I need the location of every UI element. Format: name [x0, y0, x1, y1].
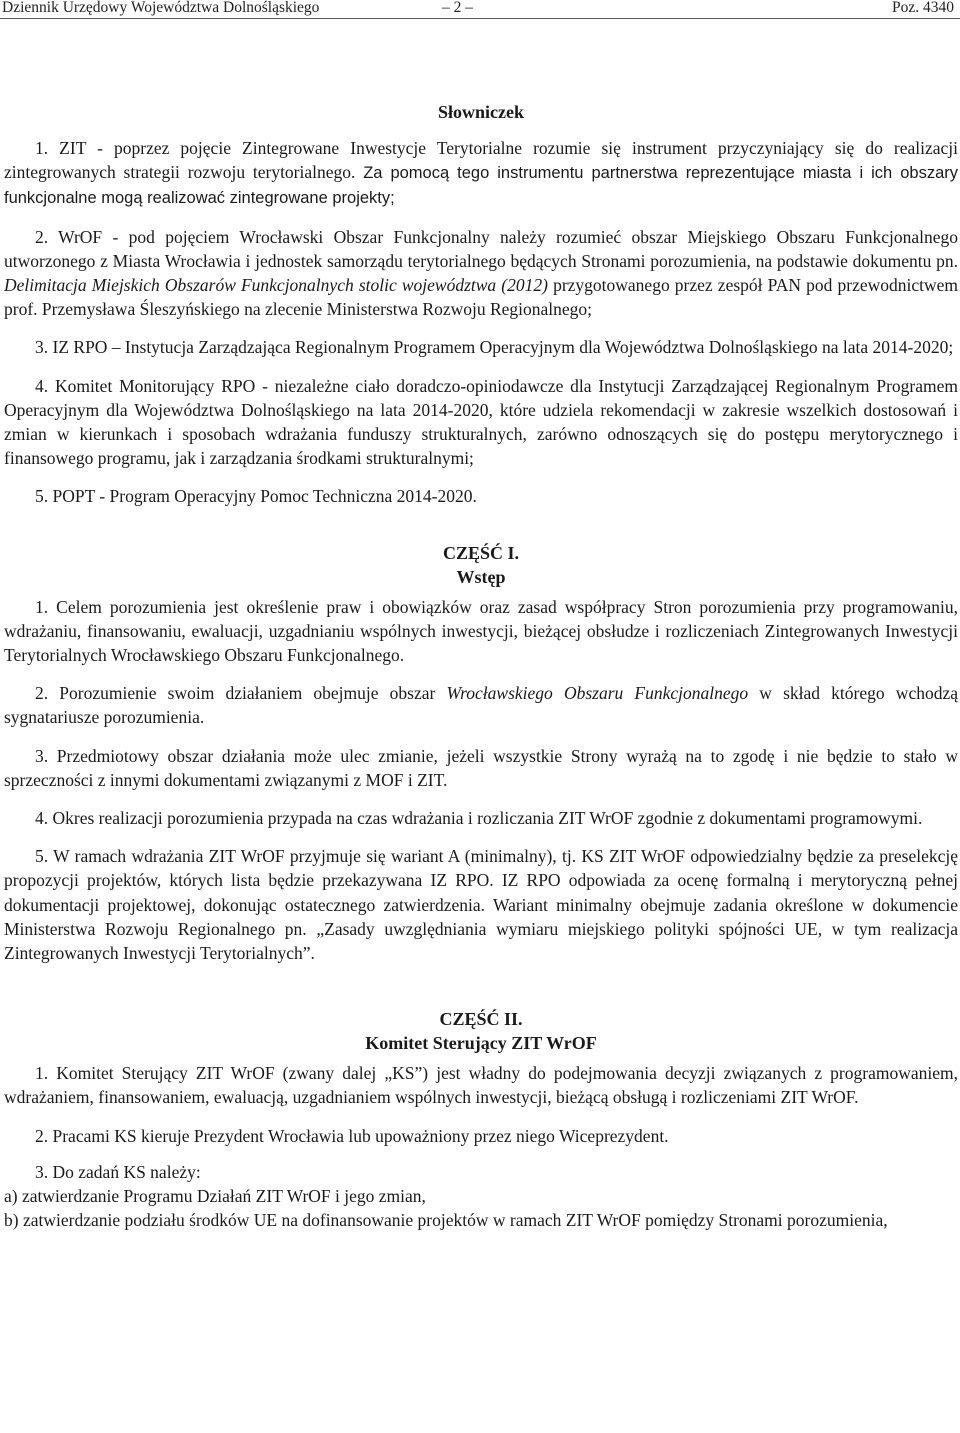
- part1-paragraph-2-end: w skład którego wchodzą sygnatariusze porozumienia.: [4, 683, 958, 728]
- part2-subheading: Komitet Sterujący ZIT WrOF: [365, 1033, 597, 1054]
- glossary-item-4: 4. Komitet Monitorujący RPO - niezależne ciało doradczo-opiniodawcze dla Instytucji Zarządzającej Regionalnym Programem Operacyjnym dla Województwa Dolnośląskiego na lata 2014-2020, które udziela rekomendacji w zakresie wszelkich dostosowań i zmian w kierunkach i sposobach wdrażania funduszy strukturalnych, zarówno odnoszących się do postępu merytorycznego i finansowego programu, jak i zarządzania środkami strukturalnymi;: [4, 375, 958, 469]
- page-number: – 2 –: [442, 0, 473, 16]
- header-divider: [0, 18, 960, 19]
- part1-heading: CZĘŚĆ I.: [442, 542, 520, 563]
- part1-paragraph-1: 1. Celem porozumienia jest określenie praw i obowiązków oraz zasad współpracy Stron porozumienia przy programowaniu, wdrażaniu, finansowaniu, ewaluacji, uzgadnianiu wspólnych inwestycji, bieżącej obsłudze i rozliczeniach Zintegrowanych Inwestycji Terytorialnych Wrocławskiego Obszaru Funkcjonalnego.: [4, 596, 958, 666]
- part1-paragraph-2-start: 2. Porozumienie swoim działaniem obejmuje obszar: [35, 683, 436, 704]
- glossary-item-5: 5. POPT - Program Operacyjny Pomoc Techniczna 2014-2020.: [35, 486, 477, 507]
- part2-paragraph-2: 2. Pracami KS kieruje Prezydent Wrocławia lub upoważniony przez niego Wiceprezydent.: [35, 1125, 669, 1146]
- glossary-item-2: [4, 225, 958, 322]
- part1-paragraph-4: 4. Okres realizacji porozumienia przypada na czas wdrażania i rozliczania ZIT WrOF zgodnie z dokumentami programowymi.: [35, 808, 923, 829]
- list-item-a: a) zatwierdzanie Programu Działań ZIT WrOF i jego zmian,: [4, 1186, 426, 1207]
- part2-paragraph-3: 3. Do zadań KS należy:: [35, 1161, 201, 1182]
- glossary-item-1-sans: Za pomocą tego instrumentu partnerstwa reprezentujące miasta i ich obszary funkcjonalne mogą realizować zintegrowane projekty;: [4, 164, 958, 208]
- glossary-item-3: 3. IZ RPO – Instytucja Zarządzająca Regionalnym Programem Operacyjnym dla Województwa Dolnośląskiego na lata 2014-2020;: [35, 337, 954, 358]
- glossary-item-1-text: 1. ZIT - poprzez pojęcie Zintegrowane Inwestycje Terytorialne rozumie się instrument przyczyniający się do realizacji zintegrowanych strategii rozwoju terytorialnego.: [4, 138, 958, 183]
- part2-paragraph-1: 1. Komitet Sterujący ZIT WrOF (zwany dalej „KS”) jest władny do podejmowania decyzji związanych z programowaniem, wdrażaniem, finansowaniem, ewaluacją, uzgadnianiem wspólnych inwestycji, bieżącą obsługą i rozliczeniami ZIT WrOF.: [4, 1063, 958, 1108]
- document-body: [4, 100, 958, 1233]
- part1-subheading: Wstęp: [456, 566, 506, 587]
- part1-paragraph-5: 5. W ramach wdrażania ZIT WrOF przyjmuje się wariant A (minimalny), tj. KS ZIT WrOF odpowiedzialny będzie za preselekcję propozycji projektów, których lista będzie przekazywana IZ RPO. IZ RPO odpowiada za ocenę formalną i merytoryczną pełnej dokumentacji projektowej, dokonując ostatecznego zatwierdzenia. Wariant minimalny obejmuje zadania określone w dokumencie Ministerstwa Rozwoju Regionalnego pn. „Zasady uwzględniania wymiaru miejskiego polityki spójności UE, w tym realizacja Zintegrowanych Inwestycji Terytorialnych”.: [4, 846, 958, 964]
- list-item-b: b) zatwierdzanie podziału środków UE na dofinansowanie projektów w ramach ZIT WrOF pomiędzy Stronami porozumienia,: [4, 1210, 888, 1231]
- part2-heading: CZĘŚĆ II.: [439, 1009, 523, 1030]
- page-header: [0, 0, 960, 20]
- glossary-item-1: [4, 136, 958, 211]
- part1-paragraph-2: [4, 681, 958, 729]
- glossary-item-2-italic: Delimitacja Miejskich Obszarów Funkcjonalnych stolic województwa (2012): [4, 275, 548, 296]
- position-number: Poz. 4340: [892, 0, 954, 16]
- part1-paragraph-3: 3. Przedmiotowy obszar działania może ulec zmianie, jeżeli wszystkie Strony wyrażą na to zgodę i nie będzie to stało w sprzeczności z innymi dokumentami związanymi z MOF i ZIT.: [4, 745, 958, 790]
- glossary-title: Słowniczek: [437, 102, 524, 122]
- glossary-item-2-end: przygotowanego przez zespół PAN pod przewodnictwem prof. Przemysława Śleszyńskiego na zlecenie Ministerstwa Rozwoju Regionalnego;: [4, 275, 958, 320]
- glossary-item-2-text: 2. WrOF - pod pojęciem Wrocławski Obszar Funkcjonalny należy rozumieć obszar Miejskiego Obszaru Funkcjonalnego utworzonego z Miasta Wrocławia i jednostek samorządu terytorialnego będących Stronami porozumienia, na podstawie dokumentu pn.: [4, 226, 958, 271]
- journal-title: Dziennik Urzędowy Województwa Dolnośląskiego: [2, 0, 320, 16]
- part1-paragraph-2-italic: Wrocławskiego Obszaru Funkcjonalnego: [446, 683, 749, 704]
